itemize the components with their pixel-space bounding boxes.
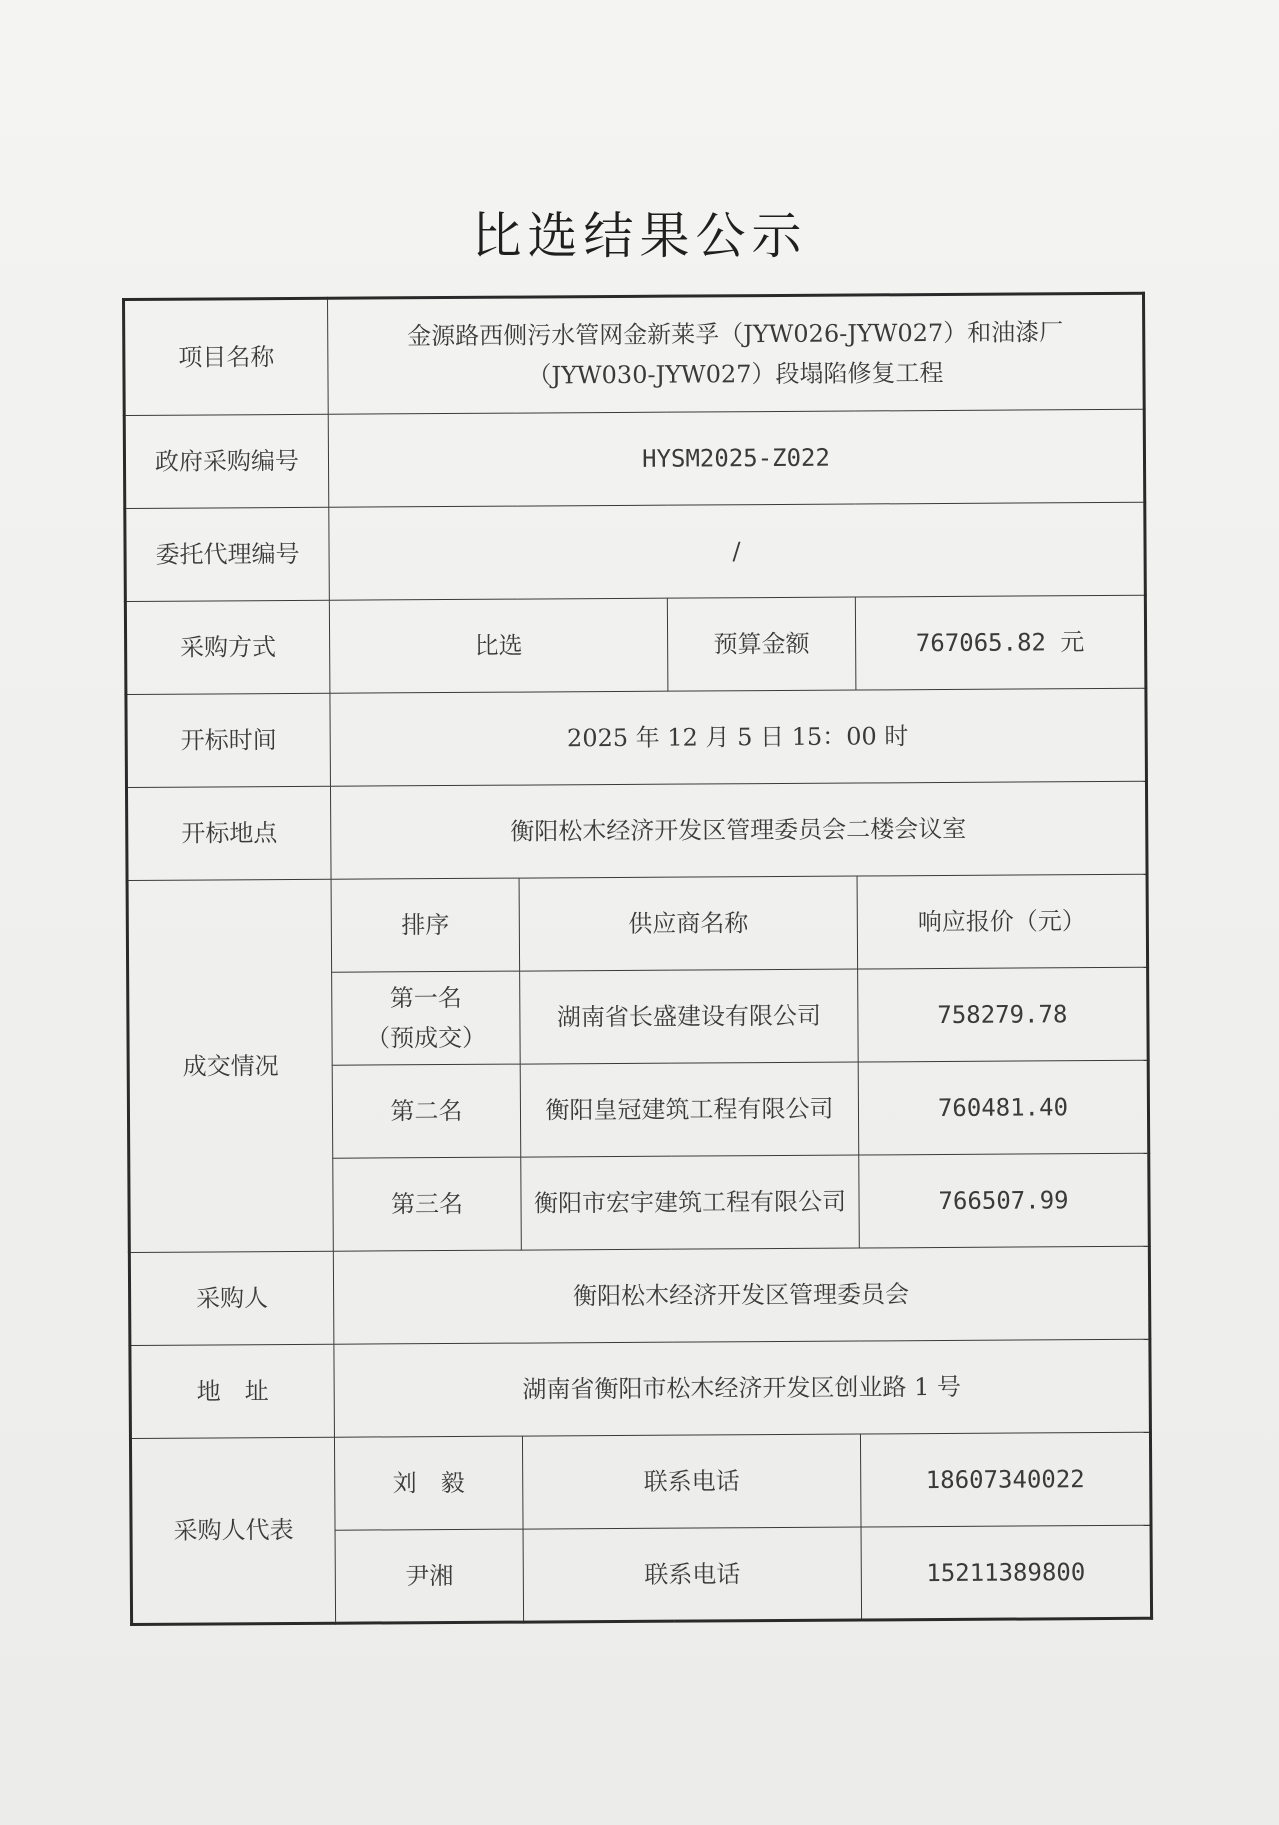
result-form [122, 292, 1150, 1638]
buyer-label: 采购人 [129, 1251, 334, 1345]
agent-no-value: / [329, 502, 1146, 600]
project-value-line2: （JYW030-JYW027）段塌陷修复工程 [527, 358, 944, 390]
result-table [122, 292, 1153, 1626]
budget-label: 预算金额 [667, 597, 856, 691]
gov-no-value: HYSM2025-Z022 [328, 409, 1145, 507]
address-value: 湖南省衡阳市松木经济开发区创业路 1 号 [334, 1339, 1151, 1437]
gov-no-label: 政府采购编号 [124, 414, 329, 508]
row-address [130, 1339, 1151, 1438]
open-time-value: 2025 年 12 月 5 日 15：00 时 [330, 688, 1147, 786]
deal-rank-1-text: 第一名 [389, 983, 462, 1013]
row-method [125, 595, 1146, 694]
deal-supplier-3: 衡阳市宏宇建筑工程有限公司 [521, 1155, 860, 1250]
open-place-label: 开标地点 [126, 786, 331, 880]
deal-rank-3: 第三名 [333, 1157, 522, 1251]
deal-price-3: 766507.99 [859, 1153, 1150, 1248]
row-open-time [126, 688, 1147, 787]
rep-name-2: 尹湘 [335, 1529, 524, 1623]
agent-no-label: 委托代理编号 [125, 507, 330, 601]
row-deal-header [127, 874, 1148, 973]
buyer-value: 衡阳松木经济开发区管理委员会 [333, 1246, 1150, 1344]
project-label: 项目名称 [124, 298, 329, 415]
row-agent-no [125, 502, 1146, 601]
rep-label: 采购人代表 [130, 1437, 335, 1624]
project-value-line1: 金源路西侧污水管网金新莱孚（JYW026-JYW027）和油漆厂 [407, 318, 1064, 351]
method-label: 采购方式 [125, 600, 330, 694]
method-value: 比选 [329, 598, 668, 693]
rep-phone-1: 18607340022 [860, 1432, 1151, 1527]
rep-phone-2: 15211389800 [861, 1525, 1152, 1620]
deal-rank-1-note: （预成交） [365, 1023, 487, 1053]
deal-header-supplier: 供应商名称 [519, 876, 858, 971]
address-label: 地 址 [130, 1344, 335, 1438]
row-open-place [126, 781, 1147, 880]
deal-rank-1 [332, 971, 521, 1065]
row-gov-no [124, 409, 1145, 508]
open-time-label: 开标时间 [126, 693, 331, 787]
deal-label: 成交情况 [127, 879, 333, 1252]
rep-phone-label-1: 联系电话 [522, 1434, 861, 1529]
deal-supplier-2: 衡阳皇冠建筑工程有限公司 [520, 1062, 859, 1157]
deal-supplier-1: 湖南省长盛建设有限公司 [520, 969, 859, 1064]
rep-row-1 [130, 1432, 1151, 1531]
deal-header-price: 响应报价（元） [857, 874, 1148, 969]
open-place-value: 衡阳松木经济开发区管理委员会二楼会议室 [330, 781, 1147, 879]
page-title: 比选结果公示 [471, 207, 808, 265]
deal-price-1: 758279.78 [858, 967, 1149, 1062]
row-buyer [129, 1246, 1150, 1345]
project-value [328, 293, 1145, 414]
deal-price-2: 760481.40 [858, 1060, 1149, 1155]
deal-rank-2: 第二名 [332, 1064, 521, 1158]
budget-value: 767065.82 元 [855, 595, 1146, 690]
row-project [124, 293, 1145, 415]
rep-phone-label-2: 联系电话 [523, 1527, 862, 1622]
rep-name-1: 刘 毅 [334, 1436, 523, 1530]
deal-header-rank: 排序 [331, 878, 520, 972]
